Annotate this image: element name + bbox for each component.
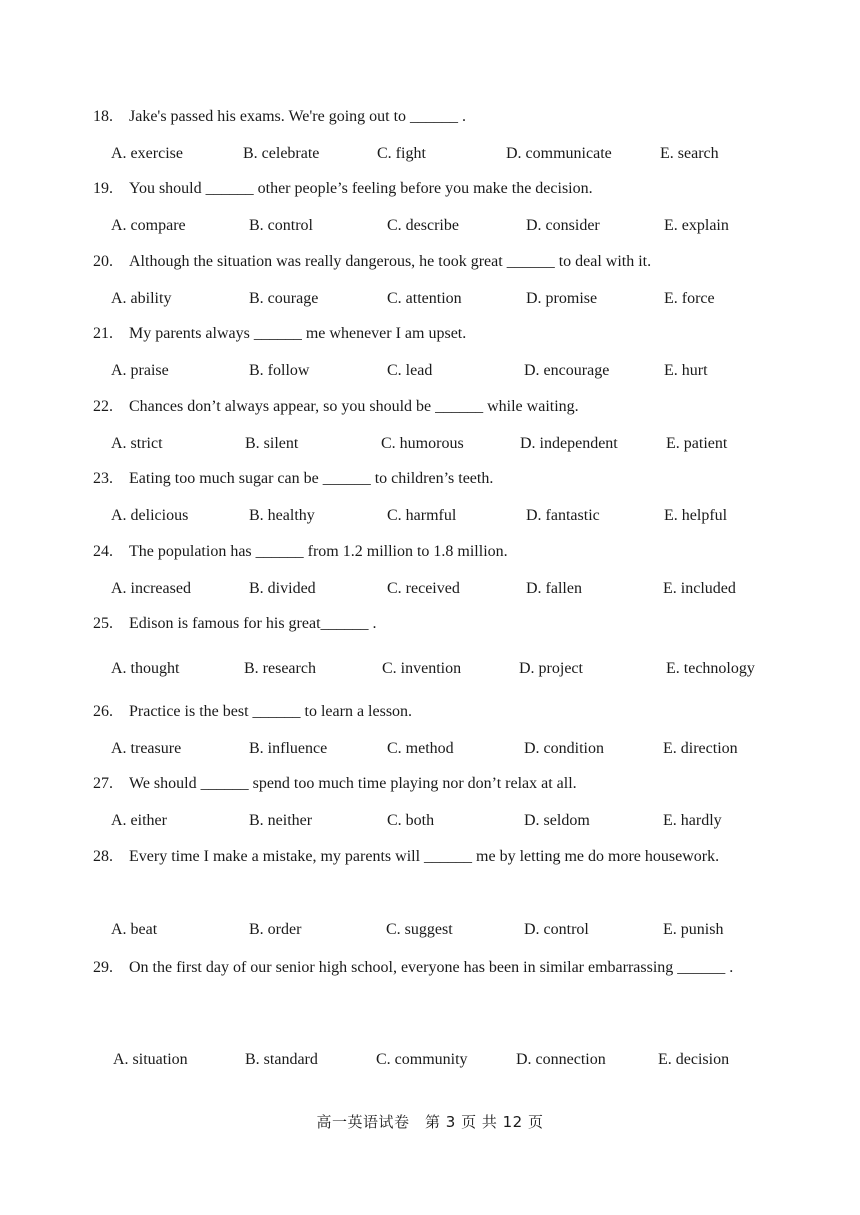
question-23 — [93, 461, 773, 497]
option-c[interactable]: C. method — [387, 740, 454, 757]
question-25 — [93, 606, 773, 642]
question-text: On the first day of our senior high school, everyone has been in similar embarrassing ______ . — [129, 959, 734, 976]
option-b[interactable]: B. influence — [249, 740, 328, 757]
option-c[interactable]: C. both — [387, 812, 435, 829]
option-a[interactable]: A. either — [111, 812, 167, 829]
option-e[interactable]: E. force — [664, 290, 715, 307]
options-26 — [0, 737, 860, 761]
question-text: Eating too much sugar can be ______ to children’s teeth. — [129, 470, 494, 487]
page-footer: 高一英语试卷 第 3 页 共 12 页 — [316, 1113, 544, 1131]
options-19 — [0, 214, 860, 238]
question-21 — [93, 316, 773, 352]
options-25 — [0, 657, 860, 681]
option-d[interactable]: D. control — [524, 921, 589, 938]
option-b[interactable]: B. divided — [249, 580, 316, 597]
option-e[interactable]: E. patient — [666, 435, 728, 452]
option-e[interactable]: E. hardly — [663, 812, 722, 829]
question-number: 22. — [93, 398, 113, 415]
question-text: Practice is the best ______ to learn a lesson. — [129, 703, 413, 720]
question-number: 29. — [93, 959, 113, 976]
option-e[interactable]: E. search — [660, 145, 719, 162]
option-a[interactable]: A. beat — [111, 921, 158, 938]
question-text: We should ______ spend too much time playing nor don’t relax at all. — [129, 775, 577, 792]
option-d[interactable]: D. seldom — [524, 812, 590, 829]
options-29 — [0, 1048, 860, 1072]
option-c[interactable]: C. describe — [387, 217, 459, 234]
option-b[interactable]: B. research — [244, 660, 316, 677]
option-c[interactable]: C. community — [376, 1051, 468, 1068]
option-a[interactable]: A. delicious — [111, 507, 189, 524]
question-number: 28. — [93, 848, 113, 865]
question-27 — [93, 766, 773, 802]
option-d[interactable]: D. project — [519, 660, 583, 677]
question-number: 27. — [93, 775, 113, 792]
options-22 — [0, 432, 860, 456]
option-e[interactable]: E. punish — [663, 921, 724, 938]
option-e[interactable]: E. included — [663, 580, 736, 597]
option-c[interactable]: C. humorous — [381, 435, 464, 452]
option-d[interactable]: D. consider — [526, 217, 600, 234]
question-24 — [93, 534, 773, 570]
question-text: My parents always ______ me whenever I am upset. — [129, 325, 467, 342]
option-a[interactable]: A. situation — [113, 1051, 188, 1068]
question-18 — [93, 99, 773, 135]
option-b[interactable]: B. control — [249, 217, 313, 234]
question-number: 23. — [93, 470, 113, 487]
option-b[interactable]: B. neither — [249, 812, 313, 829]
option-c[interactable]: C. fight — [377, 145, 426, 162]
option-a[interactable]: A. strict — [111, 435, 163, 452]
option-a[interactable]: A. praise — [111, 362, 169, 379]
option-d[interactable]: D. fantastic — [526, 507, 600, 524]
options-20 — [0, 287, 860, 311]
option-c[interactable]: C. suggest — [386, 921, 453, 938]
question-number: 19. — [93, 180, 113, 197]
option-b[interactable]: B. healthy — [249, 507, 315, 524]
question-22 — [93, 389, 773, 425]
options-27 — [0, 809, 860, 833]
question-number: 18. — [93, 108, 113, 125]
option-b[interactable]: B. standard — [245, 1051, 318, 1068]
question-20 — [93, 244, 773, 280]
options-24 — [0, 577, 860, 601]
option-e[interactable]: E. helpful — [664, 507, 728, 524]
option-c[interactable]: C. received — [387, 580, 460, 597]
option-d[interactable]: D. connection — [516, 1051, 606, 1068]
option-d[interactable]: D. condition — [524, 740, 604, 757]
option-e[interactable]: E. explain — [664, 217, 729, 234]
option-d[interactable]: D. fallen — [526, 580, 582, 597]
option-d[interactable]: D. independent — [520, 435, 618, 452]
question-26 — [93, 694, 773, 730]
question-text: Edison is famous for his great______ . — [129, 615, 377, 632]
option-a[interactable]: A. ability — [111, 290, 172, 307]
options-21 — [0, 359, 860, 383]
option-b[interactable]: B. celebrate — [243, 145, 320, 162]
option-b[interactable]: B. courage — [249, 290, 319, 307]
option-d[interactable]: D. promise — [526, 290, 598, 307]
option-e[interactable]: E. hurt — [664, 362, 708, 379]
option-c[interactable]: C. attention — [387, 290, 462, 307]
question-number: 20. — [93, 253, 113, 270]
option-c[interactable]: C. harmful — [387, 507, 457, 524]
option-e[interactable]: E. direction — [663, 740, 738, 757]
options-28 — [0, 918, 860, 942]
question-number: 21. — [93, 325, 113, 342]
option-a[interactable]: A. exercise — [111, 145, 183, 162]
options-18 — [0, 142, 860, 166]
question-number: 24. — [93, 543, 113, 560]
option-b[interactable]: B. order — [249, 921, 302, 938]
question-19 — [93, 171, 773, 207]
option-e[interactable]: E. decision — [658, 1051, 730, 1068]
question-28 — [93, 839, 773, 875]
question-text: Jake's passed his exams. We're going out to ______ . — [129, 108, 467, 125]
options-23 — [0, 504, 860, 528]
question-text: The population has ______ from 1.2 million to 1.8 million. — [129, 543, 508, 560]
question-number: 25. — [93, 615, 113, 632]
option-e[interactable]: E. technology — [666, 660, 755, 677]
question-text: Although the situation was really dangerous, he took great ______ to deal with it. — [129, 253, 652, 270]
option-c[interactable]: C. lead — [387, 362, 433, 379]
option-b[interactable]: B. silent — [245, 435, 299, 452]
option-b[interactable]: B. follow — [249, 362, 310, 379]
option-a[interactable]: A. thought — [111, 660, 180, 677]
question-29 — [93, 948, 773, 987]
question-number: 26. — [93, 703, 113, 720]
option-d[interactable]: D. communicate — [506, 145, 612, 162]
question-text: You should ______ other people’s feeling before you make the decision. — [129, 180, 593, 197]
option-a[interactable]: A. treasure — [111, 740, 182, 757]
question-text: Chances don’t always appear, so you should be ______ while waiting. — [129, 398, 579, 415]
option-a[interactable]: A. compare — [111, 217, 186, 234]
question-text: Every time I make a mistake, my parents will ______ me by letting me do more housework. — [129, 848, 720, 865]
option-c[interactable]: C. invention — [382, 660, 462, 677]
option-d[interactable]: D. encourage — [524, 362, 610, 379]
option-a[interactable]: A. increased — [111, 580, 191, 597]
